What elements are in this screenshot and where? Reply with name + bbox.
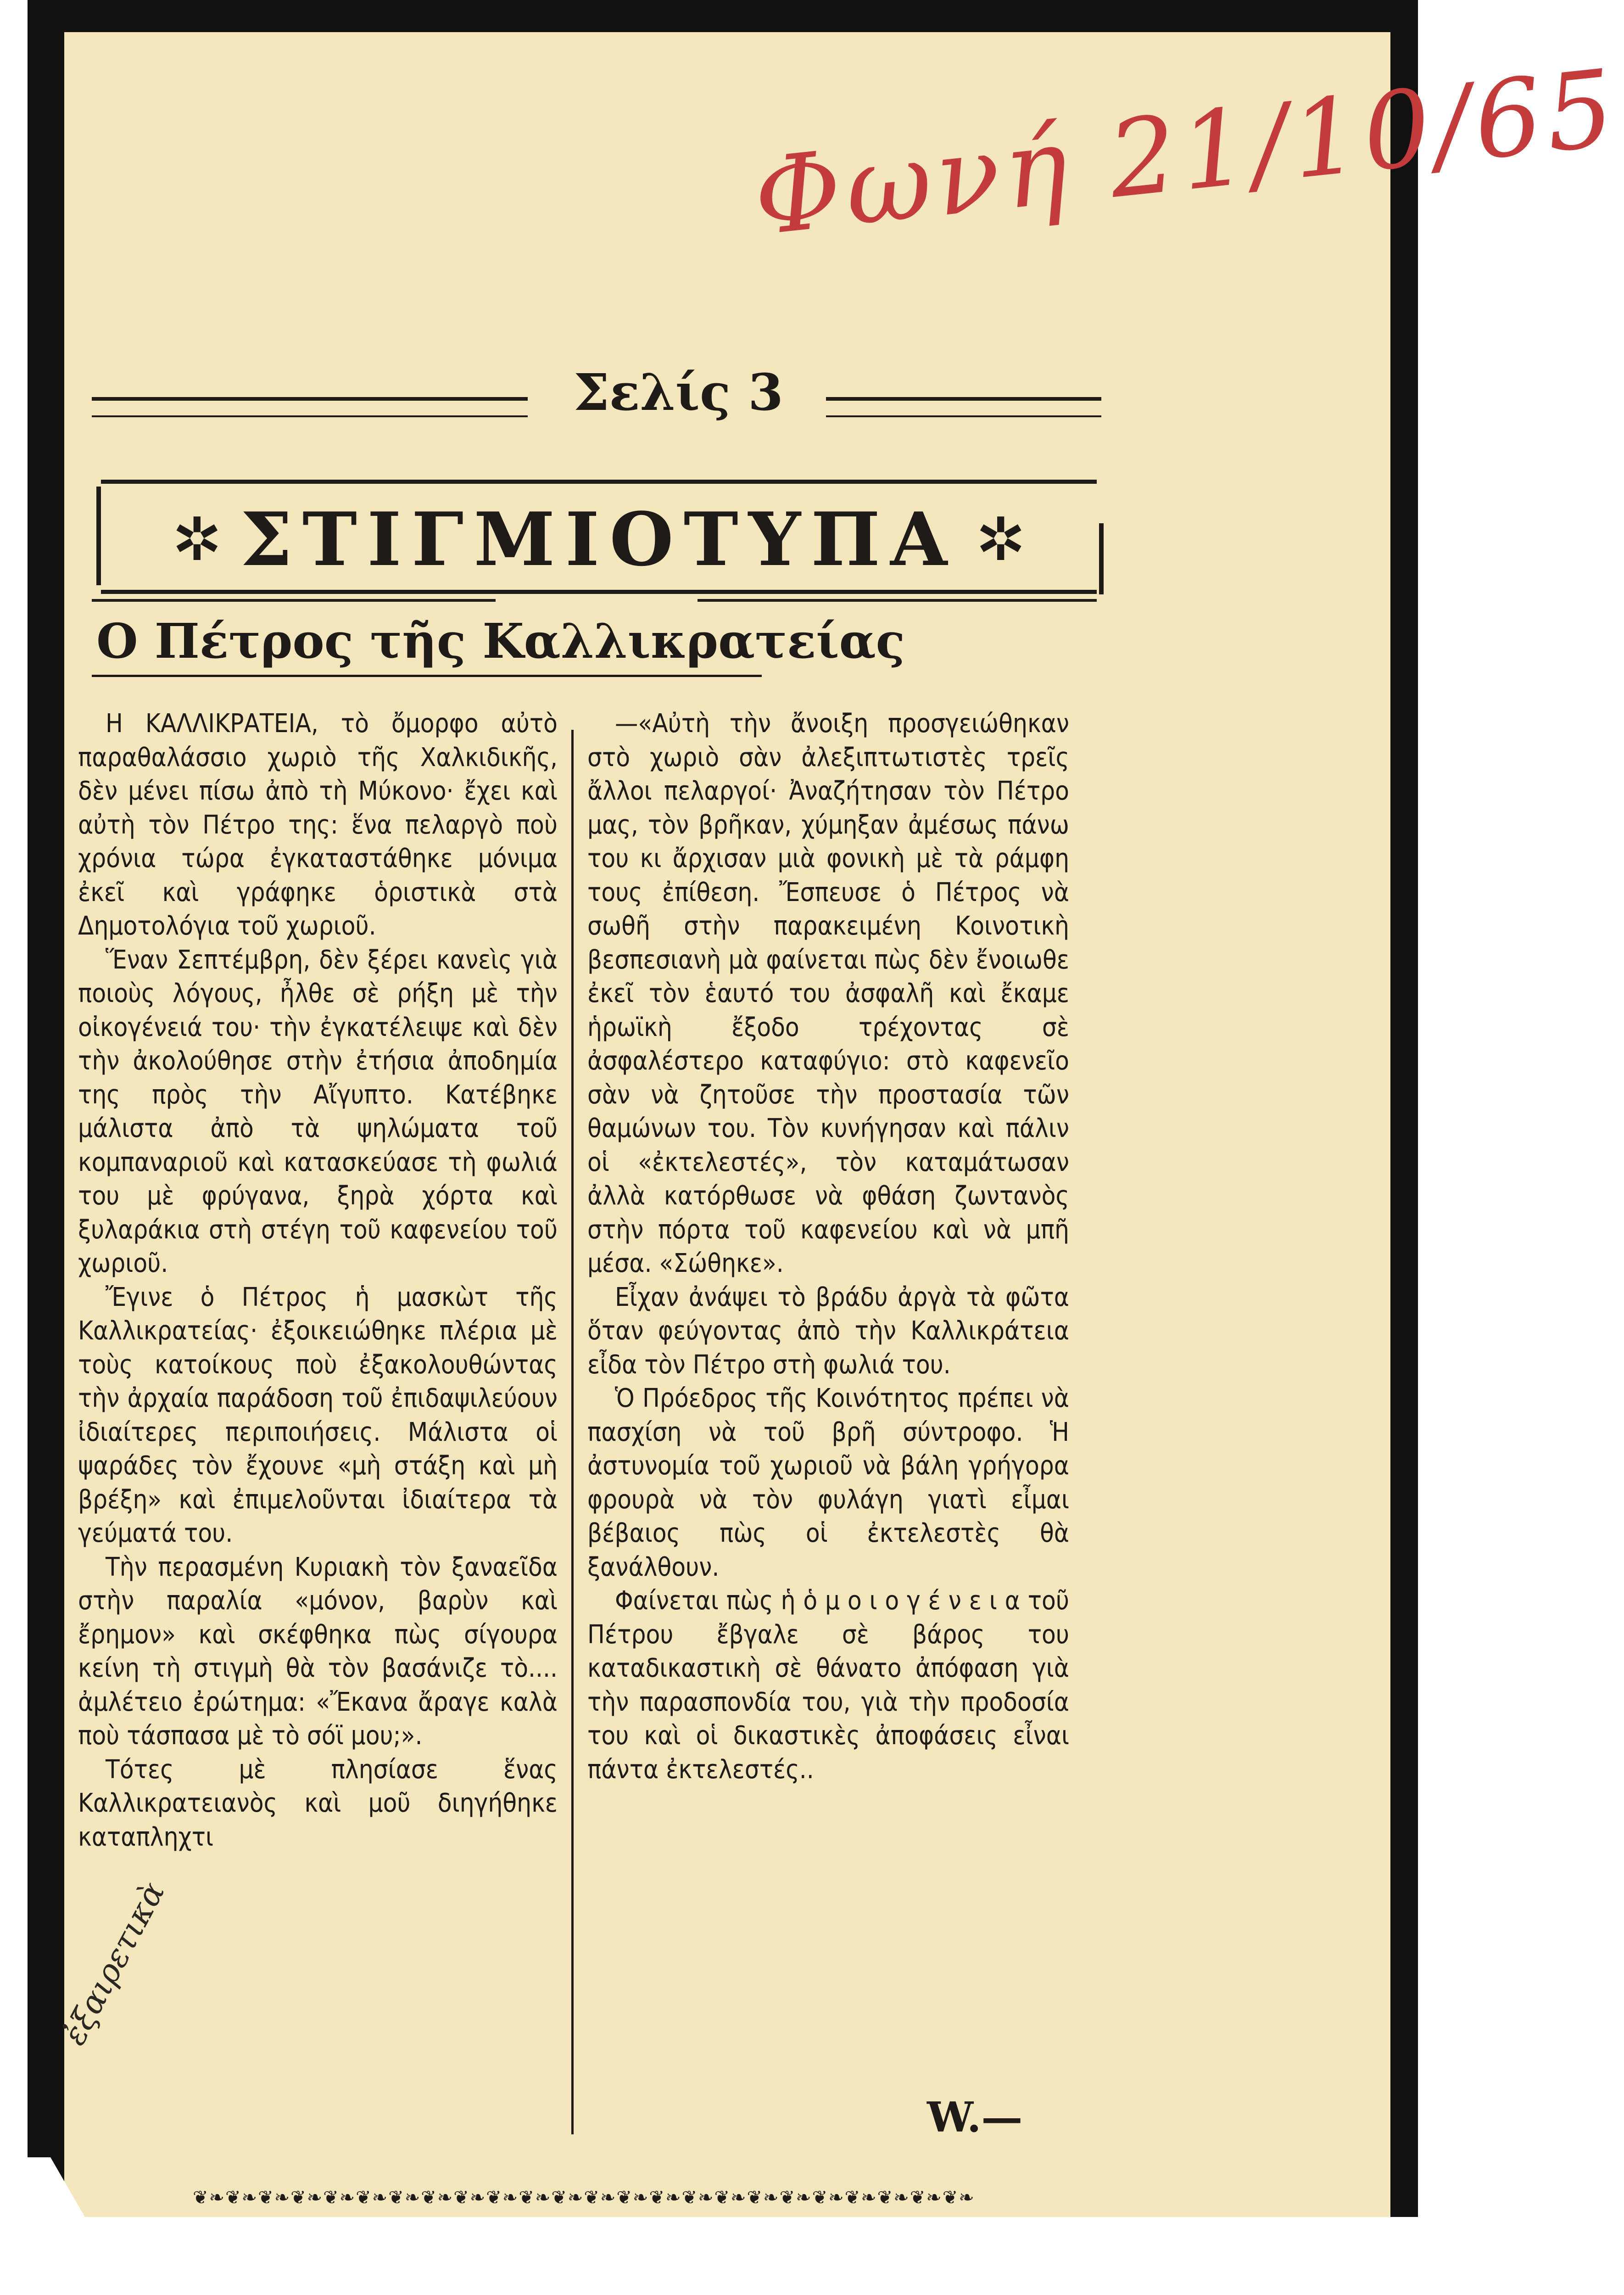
masthead bbox=[106, 496, 1092, 583]
paragraph: Ἔγινε ὁ Πέτρος ἡ μασκὼτ τῆς Καλλικρατείας· ἐξοικειώθηκε πλέρια μὲ τοὺς κατοίκους ποὺ ἐξακολουθώντας τὴν ἀρχαία παράδοση τοῦ ἐπιδαψιλεύουν ἰδιαίτερες περιποιήσεις. Μάλιστα οἱ ψαράδες τὸν ἔχουνε «μὴ στάξη καὶ μὴ βρέξη» καὶ ἐπιμελοῦνται ἰδιαίτερα τὰ γεύματά του. bbox=[78, 1282, 558, 1548]
margin-handwriting: ἐξαιρετικὰ bbox=[55, 1875, 172, 2051]
paragraph: Ὁ Πρόεδρος τῆς Κοινότητος πρέπει νὰ πασχίση νὰ τοῦ βρῆ σύντροφο. Ἡ ἀστυνομία τοῦ χωριοῦ νὰ βάλη γρήγορα φρουρὰ νὰ τὸν φυλάγη γιατὶ εἶμαι βέβαιος πὼς οἱ ἐκτελεστὲς θὰ ξανάλθουν. bbox=[587, 1383, 1069, 1582]
headline-underline bbox=[92, 675, 762, 677]
paragraph: Η ΚΑΛΛΙΚΡΑΤΕΙΑ, τὸ ὄμορφο αὐτὸ παραθαλάσσιο χωριὸ τῆς Χαλκιδικῆς, δὲν μένει πίσω ἀπὸ τὴ Μύκονο· ἔχει καὶ αὐτὴ τὸν Πέτρο της: ἕνα πελαργὸ ποὺ χρόνια τώρα ἐγκαταστάθηκε μόνιμα ἐκεῖ καὶ γράφηκε ὁριστικὰ στὰ Δημοτολόγια τοῦ χωριοῦ. bbox=[78, 709, 558, 941]
ornament-star-icon: ✲ bbox=[976, 504, 1026, 574]
masthead-title: ΣΤΙΓΜΙΟΤΥΠΑ bbox=[240, 496, 958, 582]
page-number-label: Σελίς 3 bbox=[574, 363, 783, 422]
paragraph: Τὴν περασμένη Κυριακὴ τὸν ξαναεῖδα στὴν παραλία «μόνον, βαρὺν καὶ ἔρημον» καὶ σκέφθηκα πὼς σίγουρα κείνη τὴ στιγμὴ θὰ τὸν βασάνιζε τὸ.... ἀμλέτειο ἐρώτημα: «Ἔκανα ἄραγε καλὰ ποὺ τάσπασα μὲ τὸ σόϊ μου;». bbox=[78, 1552, 558, 1751]
paragraph: Φαίνεται πὼς ἡ ὁ μ ο ι ο γ έ ν ε ι α τοῦ Πέτρου ἔβγαλε σὲ βάρος του καταδικαστικὴ σὲ θάνατο ἀπόφαση γιὰ τὴν παρασπονδία του, γιὰ τὴν προδοσία του καὶ οἱ δικαστικὲς ἀποφάσεις εἶναι πάντα ἐκτελεστές.. bbox=[587, 1586, 1069, 1785]
paragraph: Τότες μὲ πλησίασε ἕνας Καλλικρατειανὸς καὶ μοῦ διηγήθηκε καταπληχτι bbox=[78, 1754, 558, 1852]
masthead-under-rule-left bbox=[92, 599, 496, 602]
masthead-left-bar bbox=[96, 487, 101, 585]
paragraph: —«Αὐτὴ τὴν ἄνοιξη προσγειώθηκαν στὸ χωριὸ σὰν ἀλεξιπτωτιστὲς τρεῖς ἄλλοι πελαργοί· Ἀναζήτησαν τὸν Πέτρο μας, τὸν βρῆκαν, χύμηξαν ἀμέσως πάνω του κι ἄρχισαν μιὰ φονικὴ μὲ τὰ ράμφη τους ἐπίθεση. Ἔσπευσε ὁ Πέτρος νὰ σωθῆ στὴν παρακειμένη Κοινοτικὴ βεσπεσιανὴ μὰ φαίνεται πὼς δὲν ἔνοιωθε ἐκεῖ τὸν ἑαυτό του ἀσφαλῆ καὶ ἔκαμε ἡρωϊκὴ ἔξοδο τρέχοντας σὲ ἀσφαλέστερο καταφύγιο: στὸ καφενεῖο σὰν νὰ ζητοῦσε τὴν προστασία τῶν θαμώνων του. Τὸν κυνήγησαν καὶ πάλιν οἱ «ἐκτελεστές», τὸν καταμάτωσαν ἀλλὰ κατόρθωσε νὰ φθάση ζωντανὸς στὴν πόρτα τοῦ καφενείου καὶ νὰ μπῆ μέσα. «Σώθηκε». bbox=[587, 709, 1069, 1278]
bottom-ornament-border: ❦❧❦❧❦❧❦❧❦❧❦❧❦❧❦❧❦❧❦❧❦❧❦❧❦❧❦❧❦❧❦❧❦❧❦❧❦❧❦❧❦❧❦❧❦❧❦❧ bbox=[193, 2187, 975, 2208]
paragraph: Ἕναν Σεπτέμβρη, δὲν ξέρει κανεὶς γιὰ ποιοὺς λόγους, ἦλθε σὲ ρήξη μὲ τὴν οἰκογένειά του· τὴν ἐγκατέλειψε καὶ δὲν τὴν ἀκολούθησε στὴν ἐτήσια ἀποδημία της πρὸς τὴν Αἴγυπτο. Κατέβηκε μάλιστα ἀπὸ τὰ ψηλώματα τοῦ κομπαναριοῦ καὶ κατασκεύασε τὴ φωλιά του μὲ φρύγανα, ξηρὰ χόρτα καὶ ξυλαράκια στὴ στέγη τοῦ καφενείου τοῦ χωριοῦ. bbox=[78, 945, 558, 1278]
article-column-right bbox=[587, 707, 1069, 1786]
masthead-bottom-rule bbox=[101, 590, 1097, 594]
masthead-top-rule bbox=[101, 480, 1097, 484]
paragraph: Εἶχαν ἀνάψει τὸ βράδυ ἀργὰ τὰ φῶτα ὅταν φεύγοντας ἀπὸ τὴν Καλλικράτεια εἶδα τὸν Πέτρο στὴ φωλιά του. bbox=[587, 1282, 1069, 1380]
header-rule-3 bbox=[826, 397, 1101, 401]
column-divider bbox=[571, 730, 574, 2134]
header-rule-4 bbox=[826, 415, 1101, 417]
masthead-under-rule-right bbox=[698, 599, 1097, 602]
ornament-star-icon: ✲ bbox=[172, 504, 222, 574]
article-column-left bbox=[78, 707, 558, 1854]
handwritten-date-note: Φωνή 21/10/65 bbox=[748, 46, 1624, 260]
author-signature: W.— bbox=[927, 2093, 1023, 2142]
header-rule-1 bbox=[92, 397, 528, 401]
article-headline: Ο Πέτρος τῆς Καλλικρατείας bbox=[96, 613, 905, 669]
header-rule-2 bbox=[92, 415, 528, 417]
masthead-right-bar bbox=[1099, 523, 1104, 594]
